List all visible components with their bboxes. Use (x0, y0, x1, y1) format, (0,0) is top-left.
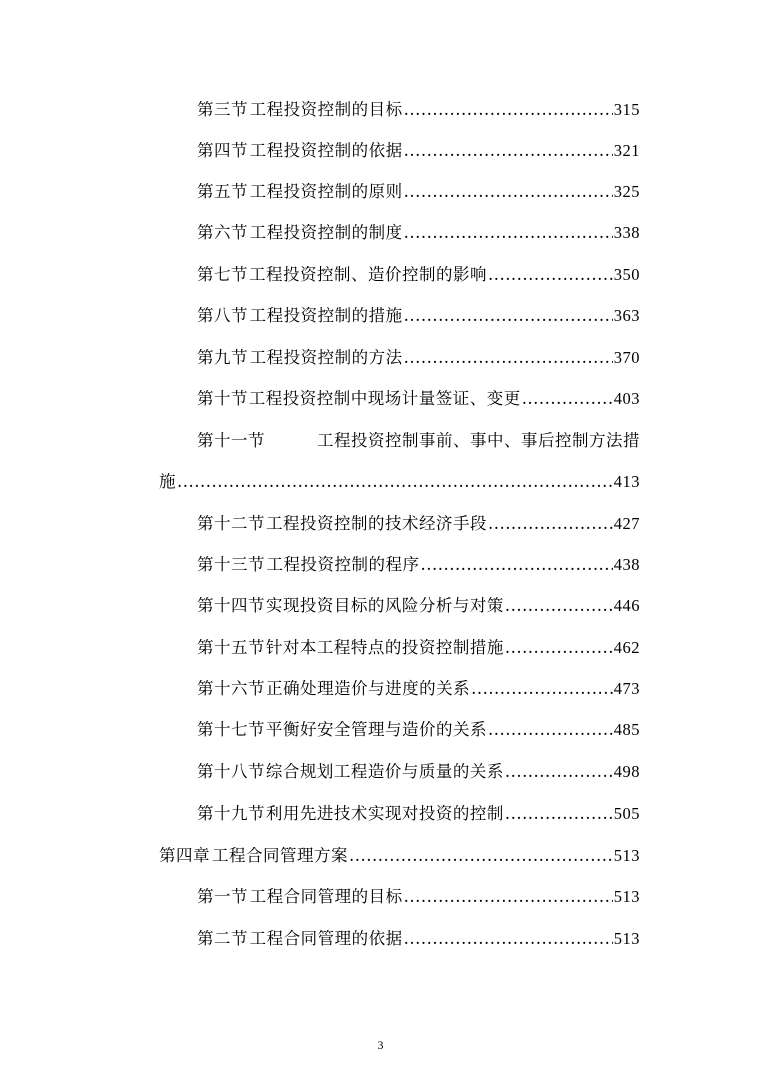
toc-entry[interactable] (197, 347, 640, 369)
toc-entry-number: 第十四节 (197, 596, 265, 615)
toc-entry-page: 315 (613, 100, 640, 119)
toc-entry-page: 321 (613, 141, 640, 160)
toc-entry-number: 第六节 (197, 223, 248, 242)
toc-entry-page: 338 (613, 223, 640, 242)
toc-entry-title: 工程投资控制中现场计量签证、变更 (248, 389, 521, 408)
toc-entry-title: 工程投资控制的目标 (249, 100, 403, 119)
toc-leader-dots (404, 886, 613, 908)
toc-entry-title: 工程投资控制的方法 (249, 348, 403, 367)
toc-entry-number: 第四节 (197, 141, 248, 160)
toc-entry[interactable] (197, 140, 640, 162)
toc-leader-dots (404, 222, 613, 244)
toc-leader-dots (404, 305, 613, 327)
toc-entry-title: 实现投资目标的风险分析与对策 (265, 596, 504, 615)
toc-entry-number: 第五节 (197, 182, 248, 201)
toc-entry-title: 工程投资控制的依据 (249, 141, 403, 160)
toc-entry[interactable] (197, 886, 640, 908)
toc-leader-dots (505, 803, 613, 825)
toc-entry-title: 工程合同管理的目标 (249, 887, 403, 906)
toc-entry-title: 针对本工程特点的投资控制措施 (265, 638, 504, 657)
toc-entry[interactable] (197, 595, 640, 617)
toc-entry-number: 第十九节 (197, 804, 265, 823)
toc-entry-page: 403 (613, 389, 640, 408)
toc-leader-dots (404, 99, 613, 121)
toc-entry-number: 第十一节 (197, 431, 265, 450)
toc-entry-title: 正确处理造价与进度的关系 (266, 679, 471, 698)
toc-entry-title: 工程投资控制的制度 (249, 223, 403, 242)
toc-entry-page: 513 (613, 929, 640, 948)
toc-entry-page: 438 (613, 555, 640, 574)
toc-entry-page: 427 (613, 514, 640, 533)
toc-entry[interactable] (197, 803, 640, 825)
toc-leader-dots (404, 140, 613, 162)
toc-entry[interactable] (197, 637, 640, 659)
toc-entry[interactable] (197, 554, 640, 576)
toc-entry-number: 第八节 (197, 306, 248, 325)
toc-entry-title: 综合规划工程造价与质量的关系 (265, 762, 504, 781)
toc-entry-number: 第三节 (197, 100, 248, 119)
toc-chapter-entry[interactable] (159, 845, 640, 867)
toc-entry-number: 第七节 (197, 265, 248, 284)
toc-entry-title: 工程投资控制的程序 (266, 555, 420, 574)
page-number-footer: 3 (377, 1038, 384, 1052)
toc-entry-page: 505 (613, 804, 640, 823)
toc-entry-title: 工程投资控制的措施 (249, 306, 403, 325)
toc-entry-number: 第十六节 (197, 679, 265, 698)
toc-entry[interactable] (197, 181, 640, 203)
toc-entry[interactable] (197, 264, 640, 286)
toc-entry[interactable] (197, 719, 640, 741)
toc-entry[interactable] (197, 305, 640, 327)
toc-leader-dots (488, 264, 613, 286)
toc-entry-number: 第十八节 (197, 762, 265, 781)
toc-entry[interactable] (159, 471, 640, 493)
toc-entry[interactable] (197, 928, 640, 950)
toc-entry-page: 513 (613, 887, 640, 906)
toc-entry-number: 第一节 (197, 887, 248, 906)
toc-entry-page: 370 (613, 348, 640, 367)
toc-entry-page: 485 (613, 720, 640, 739)
toc-entry-number: 第四章 (159, 846, 210, 865)
toc-entry-page: 413 (613, 472, 640, 491)
toc-entry[interactable] (197, 388, 640, 410)
toc-leader-dots (505, 595, 613, 617)
toc-leader-dots (177, 471, 613, 493)
toc-leader-dots (420, 554, 612, 576)
toc-entry-page: 446 (613, 596, 640, 615)
toc-entry[interactable] (197, 222, 640, 244)
toc-entry-number: 第二节 (197, 929, 248, 948)
toc-leader-dots (404, 347, 613, 369)
toc-entry[interactable] (197, 513, 640, 535)
toc-entry-page: 325 (613, 182, 640, 201)
toc-entry[interactable] (197, 761, 640, 783)
toc-entry-page: 513 (613, 846, 640, 865)
toc-entry-page: 473 (613, 679, 640, 698)
toc-entry-number: 第十二节 (197, 514, 265, 533)
toc-entry-title: 利用先进技术实现对投资的控制 (265, 804, 504, 823)
toc-entry-page: 363 (613, 306, 640, 325)
toc-entry-title-continued: 施 (159, 472, 176, 491)
toc-entry-title: 工程投资控制事前、事中、事后控制方法措 (317, 431, 640, 450)
toc-entry-title: 工程合同管理方案 (212, 846, 348, 865)
toc-entry-title: 平衡好安全管理与造价的关系 (265, 720, 487, 739)
toc-entry-title: 工程投资控制、造价控制的影响 (248, 265, 487, 284)
toc-entry-number: 第九节 (197, 348, 248, 367)
toc-entry-title: 工程投资控制的原则 (249, 182, 403, 201)
toc-entry-number: 第十七节 (197, 720, 265, 739)
toc-leader-dots (404, 181, 613, 203)
toc-leader-dots (505, 637, 613, 659)
toc-entry[interactable] (197, 678, 640, 700)
toc-leader-dots (488, 513, 613, 535)
toc-entry-wrapped-line[interactable] (197, 430, 640, 452)
toc-entry-page: 350 (613, 265, 640, 284)
toc-leader-dots (505, 761, 613, 783)
toc-leader-dots (488, 719, 613, 741)
toc-leader-dots (471, 678, 613, 700)
toc-entry-title: 工程合同管理的依据 (249, 929, 403, 948)
toc-entry[interactable] (197, 99, 640, 121)
toc-entry-number: 第十节 (197, 389, 248, 408)
toc-leader-dots (522, 388, 613, 410)
toc-entry-number: 第十五节 (197, 638, 265, 657)
toc-leader-dots (404, 928, 613, 950)
toc-entry-page: 498 (613, 762, 640, 781)
toc-entry-number: 第十三节 (197, 555, 265, 574)
toc-leader-dots (349, 845, 613, 867)
toc-entry-page: 462 (613, 638, 640, 657)
toc-entry-title: 工程投资控制的技术经济手段 (265, 514, 487, 533)
